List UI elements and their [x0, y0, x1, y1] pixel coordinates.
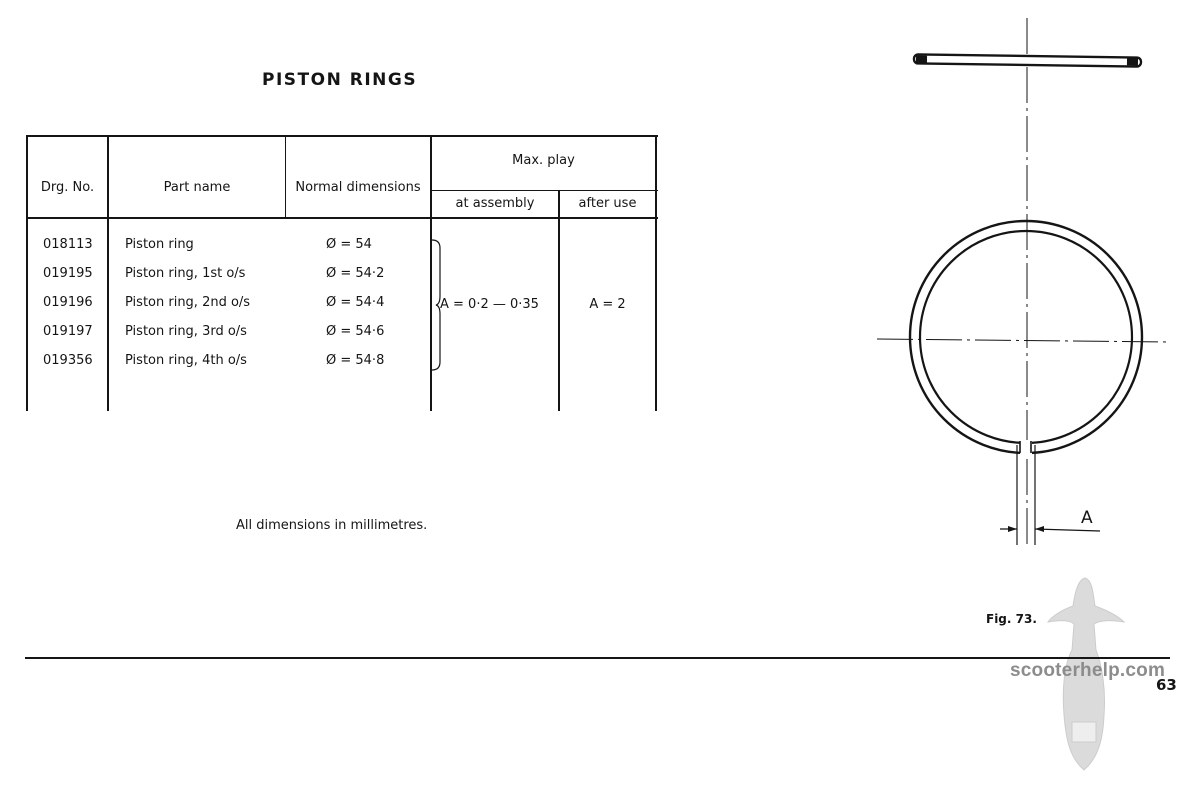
header-part-name: Part name: [163, 180, 231, 195]
header-after-use: after use: [578, 196, 637, 211]
header-drg-no: Drg. No.: [40, 180, 95, 195]
row-dimension: Ø = 54: [326, 237, 372, 252]
row-drg-no: 019197: [43, 324, 93, 339]
watermark-text: scooterhelp.com: [1010, 660, 1166, 681]
header-max-play: Max. play: [512, 153, 575, 168]
row-dimension: Ø = 54·4: [326, 295, 385, 310]
page-title: PISTON RINGS: [262, 70, 418, 90]
header-normal-dimensions: Normal dimensions: [295, 180, 421, 195]
row-dimension: Ø = 54·6: [326, 324, 385, 339]
row-dimension: Ø = 54·2: [326, 266, 385, 281]
after-use-value: A = 2: [589, 297, 626, 312]
header-at-assembly: at assembly: [455, 196, 535, 211]
row-drg-no: 018113: [43, 237, 93, 252]
row-drg-no: 019356: [43, 353, 93, 368]
at-assembly-value: A = 0·2 — 0·35: [440, 297, 539, 312]
row-part-name: Piston ring: [125, 237, 194, 252]
row-drg-no: 019196: [43, 295, 93, 310]
page-number: 63: [1156, 676, 1177, 694]
figure-caption: Fig. 73.: [986, 612, 1037, 626]
bottom-rule: [25, 657, 1170, 659]
row-part-name: Piston ring, 4th o/s: [125, 353, 247, 368]
row-part-name: Piston ring, 2nd o/s: [125, 295, 251, 310]
dimension-a-label: A: [1081, 508, 1093, 528]
row-drg-no: 019195: [43, 266, 93, 281]
units-note: All dimensions in millimetres.: [236, 518, 428, 533]
row-dimension: Ø = 54·8: [326, 353, 385, 368]
row-part-name: Piston ring, 3rd o/s: [125, 324, 247, 339]
row-part-name: Piston ring, 1st o/s: [125, 266, 246, 281]
